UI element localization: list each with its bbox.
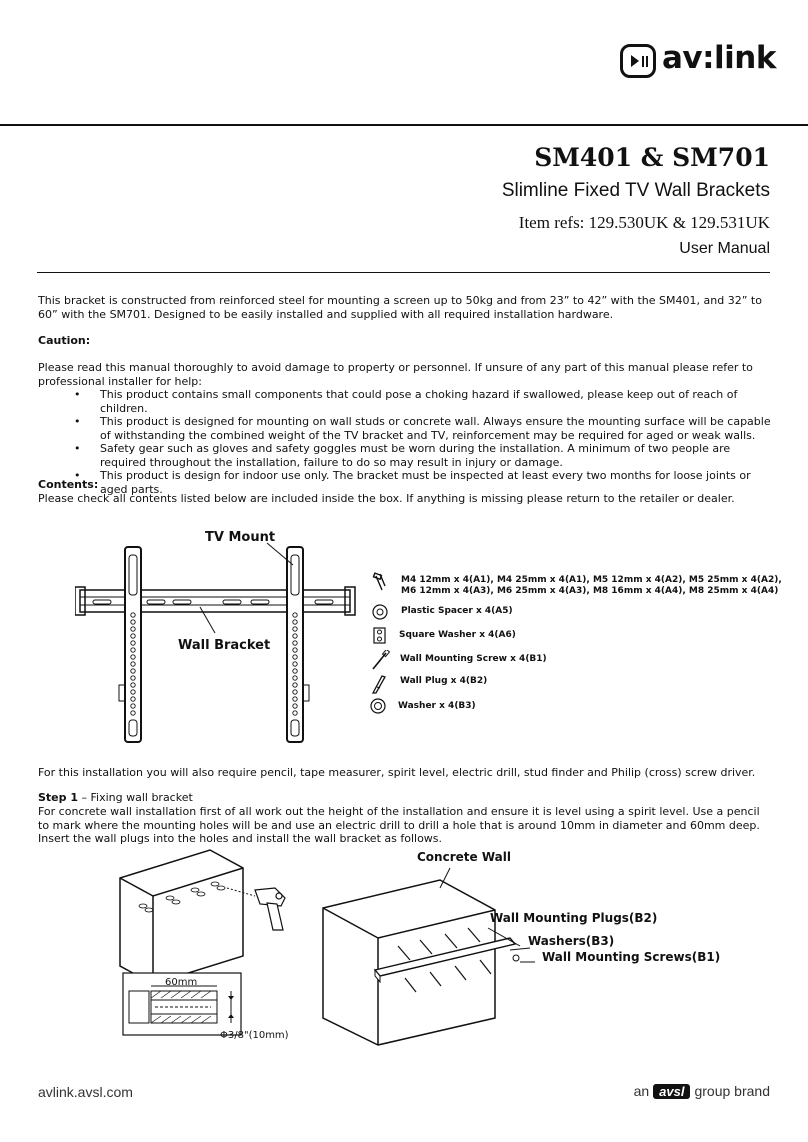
avsl-logo: avsl	[653, 1084, 690, 1099]
step1-label: Step 1	[38, 791, 78, 804]
parts-item-line: Wall Plug x 4(B2)	[400, 676, 488, 686]
caution-heading: Caution:	[38, 334, 91, 347]
doc-type: User Manual	[679, 240, 770, 257]
footer-brand	[634, 1083, 770, 1099]
parts-item-line: M4 12mm x 4(A1), M4 25mm x 4(A1), M5 12mm x 4(A2), M5 25mm x 4(A2),	[401, 575, 782, 585]
hole-diameter-label: Φ3/8"(10mm)	[220, 1030, 289, 1041]
caution-text: Please read this manual thoroughly to avoid damage to property or personnel. If unsure of any part of this manual please refer to professional installer for help:	[38, 361, 753, 388]
wall-plug-icon	[370, 673, 392, 695]
logo-play-icon	[620, 44, 656, 78]
parts-item-line: Square Washer x 4(A6)	[399, 630, 516, 640]
contents-heading: Contents:	[38, 478, 99, 491]
washers-label: Washers(B3)	[528, 934, 615, 948]
contents-text: Please check all contents listed below are included inside the box. If anything is missing please return to the retailer or dealer.	[38, 492, 735, 505]
parts-item-line: Plastic Spacer x 4(A5)	[401, 606, 513, 616]
square-washer-icon	[370, 626, 390, 646]
wall-plugs-label: Wall Mounting Plugs(B2)	[490, 911, 658, 925]
tools-text: For this installation you will also require pencil, tape measurer, spirit level, electric drill, stud finder and Philip (cross) screw driver.	[38, 766, 756, 779]
wall-bracket-label: Wall Bracket	[178, 638, 271, 653]
parts-item-line: M6 12mm x 4(A3), M6 25mm x 4(A3), M8 16mm x 4(A4), M8 25mm x 4(A4)	[401, 586, 779, 596]
logo-text: av:link	[662, 40, 776, 76]
avlink-logo	[620, 40, 780, 86]
caution-item: • This product contains small components that could pose a choking hazard if swallowed, please keep out of reach of children.	[100, 388, 773, 415]
caution-item: • This product is designed for mounting on wall studs or concrete wall. Always ensure the mounting surface will be capable of withstanding the combined weight of the TV bracket and TV, reinforcement may be required for aged or weak walls.	[100, 415, 773, 442]
tv-mount-label: TV Mount	[205, 530, 276, 545]
drill-diagram	[115, 848, 305, 1043]
concrete-wall-label: Concrete Wall	[417, 850, 511, 864]
hole-depth-label: 60mm	[165, 977, 198, 988]
step1-heading	[38, 791, 773, 805]
item-refs: Item refs: 129.530UK & 129.531UK	[518, 213, 770, 232]
spacer-icon	[370, 603, 390, 621]
intro-paragraph: This bracket is constructed from reinforced steel for mounting a screen up to 50kg and from 23” to 42” with the SM401, and 32” to 60” with the SM701. Designed to be easily installed and supplied with all required installation hardware.	[38, 294, 762, 321]
footer-brand-suffix: group brand	[694, 1083, 770, 1099]
washer-icon	[370, 697, 390, 715]
caution-section	[38, 361, 773, 496]
step1-title: – Fixing wall bracket	[78, 791, 193, 804]
page-title: SM401 & SM701	[534, 143, 770, 172]
step1-text: For concrete wall installation first of all work out the height of the installation and ensure it is level using a spirit level. Use a pencil to mark where the mounting holes will be and use an electric drill to drill a hole that is around 10mm in diameter and 60mm deep. Insert the wall plugs into the holes and install the wall bracket as follows.	[38, 805, 760, 845]
parts-item-line: Wall Mounting Screw x 4(B1)	[400, 654, 547, 664]
header-divider	[0, 124, 808, 126]
wall-screw-icon	[370, 650, 392, 672]
wall-screws-label: Wall Mounting Screws(B1)	[542, 950, 721, 964]
parts-item-line: Washer x 4(B3)	[398, 701, 476, 711]
footer-brand-prefix: an	[633, 1083, 650, 1099]
page-subtitle: Slimline Fixed TV Wall Brackets	[501, 180, 770, 201]
wall-install-diagram	[320, 850, 580, 1050]
footer-website: avlink.avsl.com	[38, 1084, 133, 1100]
screw-icon	[370, 572, 390, 594]
caution-item: • This product is design for indoor use only. The bracket must be inspected at least every two months for loose joints or aged parts.	[100, 469, 773, 496]
title-divider	[37, 272, 770, 273]
caution-item: • Safety gear such as gloves and safety goggles must be worn during the installation. A minimum of two people are required throughout the installation, failure to do so may result in injury or damage.	[100, 442, 773, 469]
